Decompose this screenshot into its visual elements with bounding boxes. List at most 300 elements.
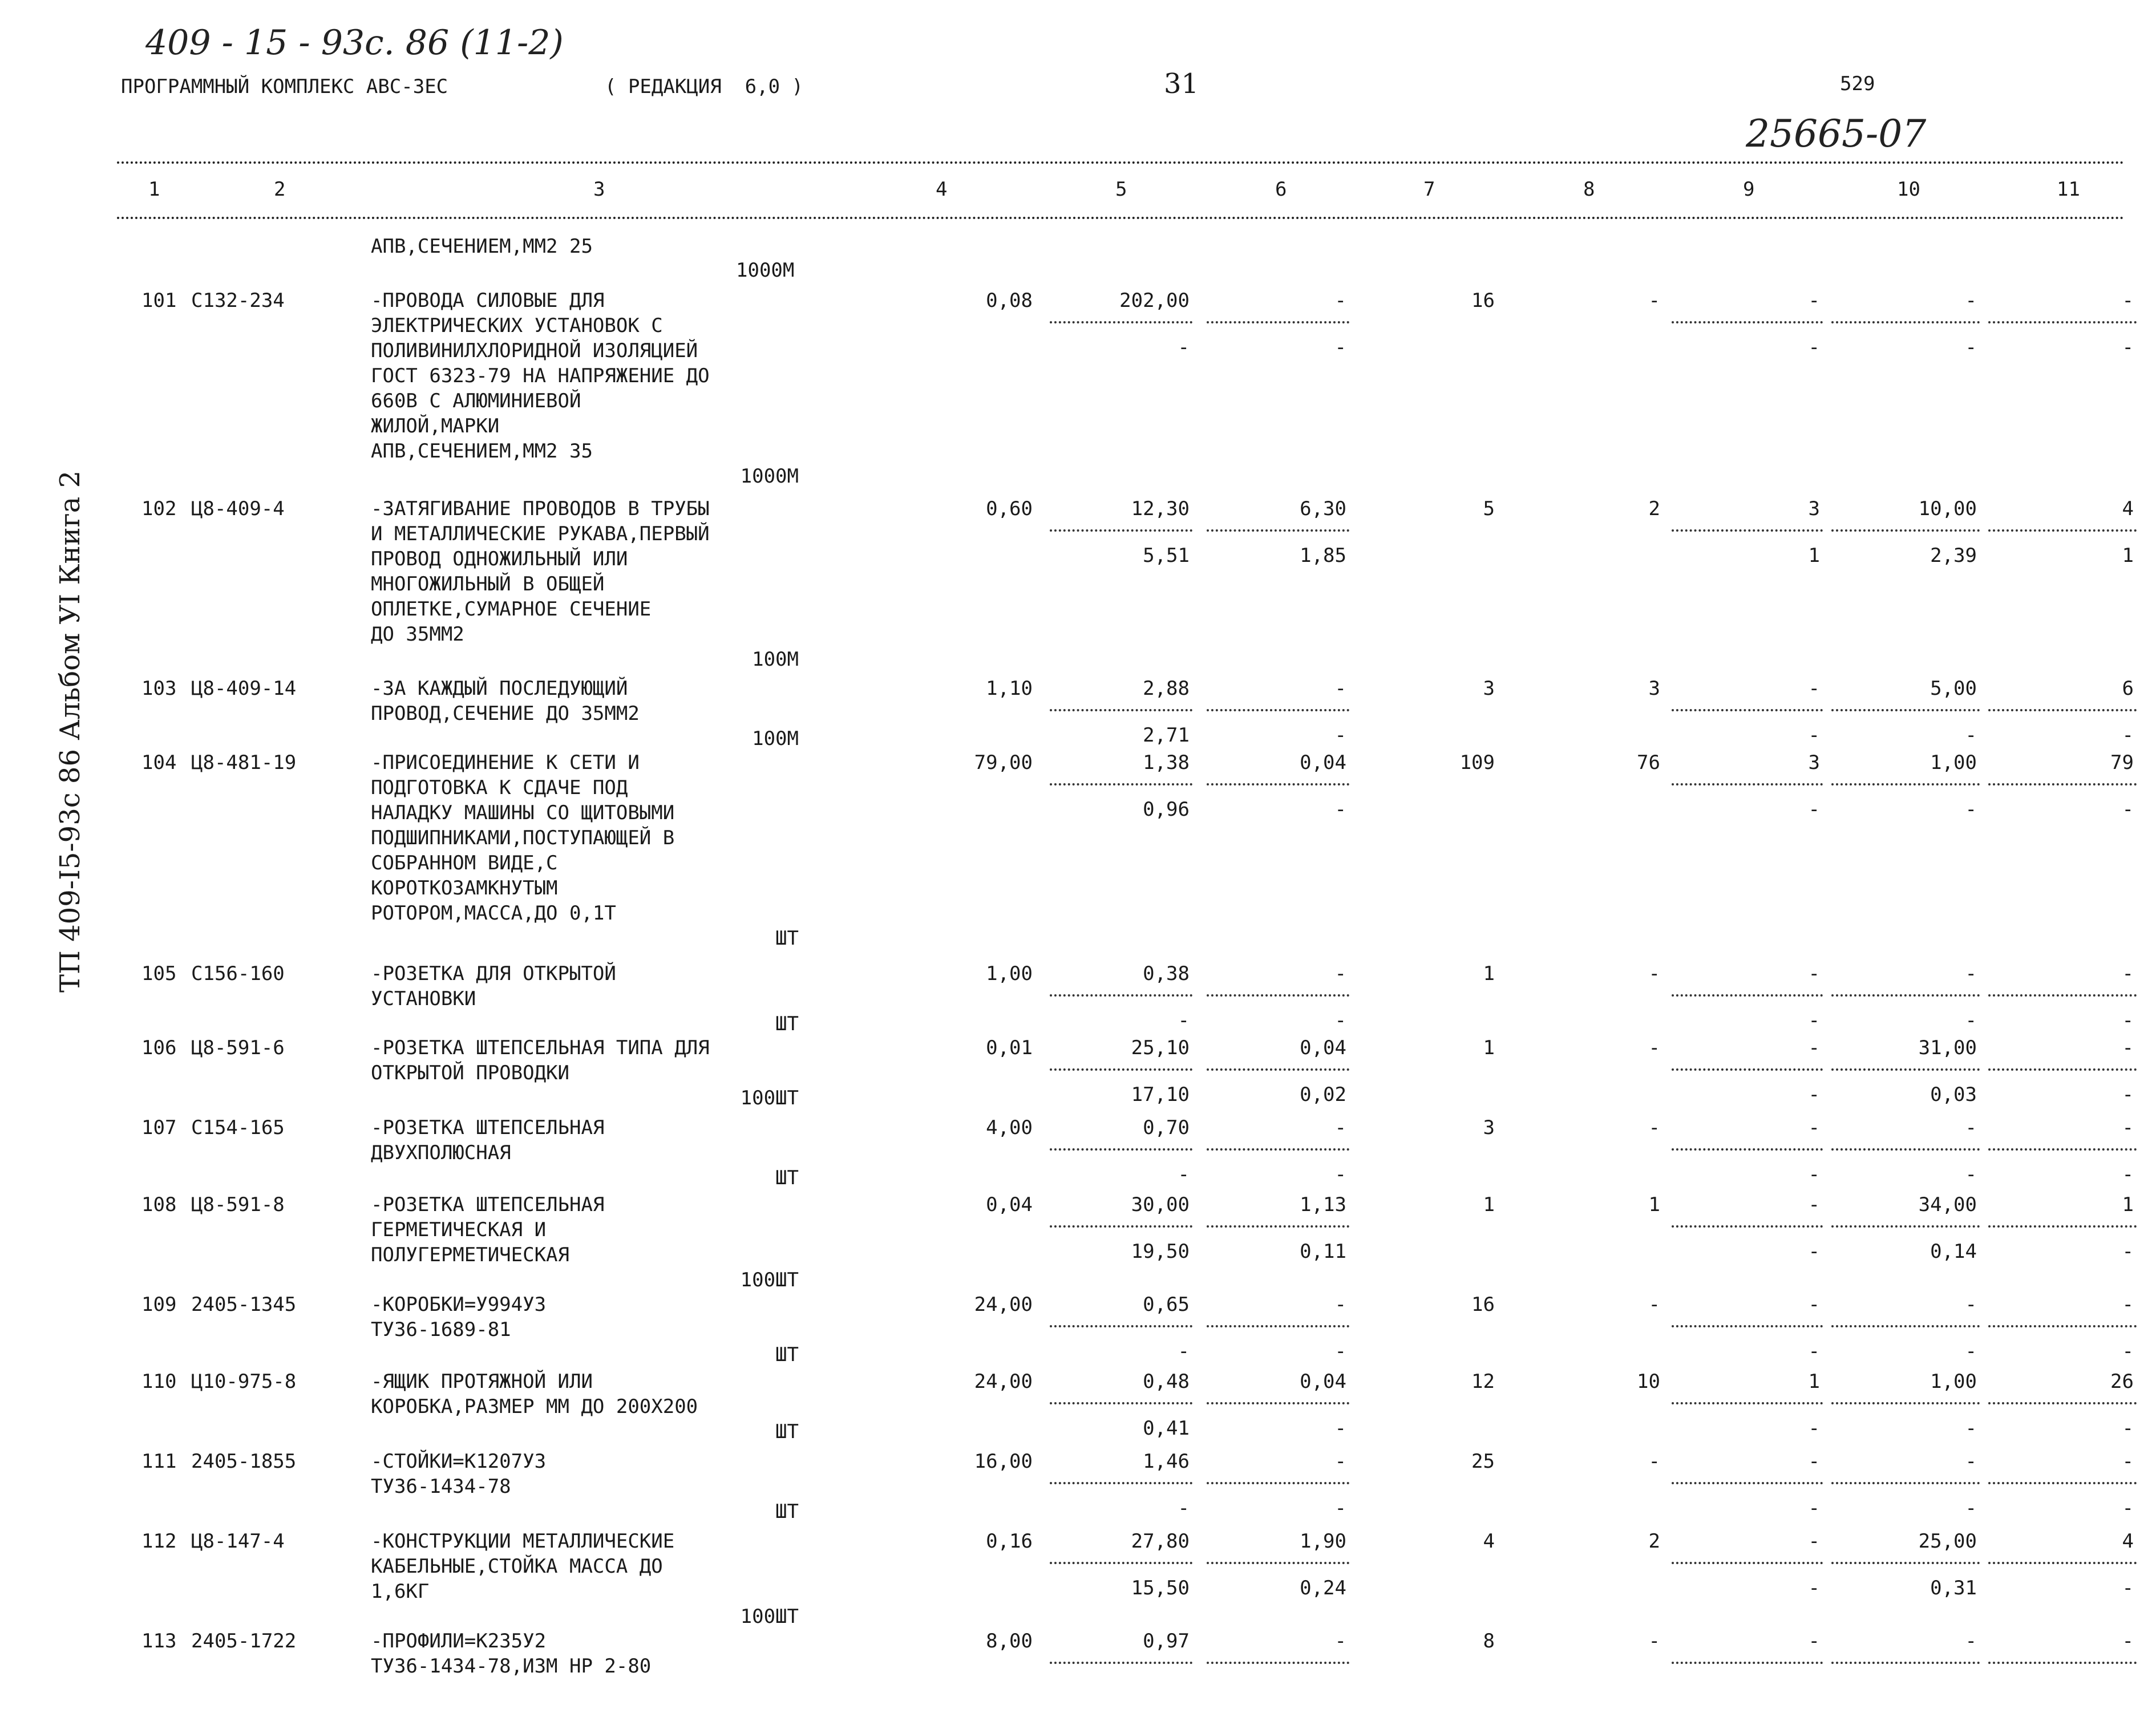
cell-c6b: - xyxy=(1334,1163,1346,1186)
cell-c10: - xyxy=(1965,1293,1977,1316)
cell-c7: 1 xyxy=(1483,962,1495,985)
row-number: 103 xyxy=(141,677,177,700)
cell-c9: - xyxy=(1808,1630,1820,1653)
cell-c11b: - xyxy=(2122,1340,2134,1363)
row-description-line: СОБРАННОМ ВИДЕ,С xyxy=(371,852,558,874)
row-code: Ц8-147-4 xyxy=(191,1530,285,1553)
cell-separator-c9 xyxy=(1672,1148,1823,1151)
cell-c5b: 17,10 xyxy=(1131,1083,1190,1106)
cell-c6b: - xyxy=(1334,1497,1346,1520)
header-rule-bottom xyxy=(117,217,2125,219)
cell-c5b: 0,41 xyxy=(1143,1417,1190,1440)
row-description-line: КОРОБКА,РАЗМЕР ММ ДО 200Х200 xyxy=(371,1395,698,1418)
cell-c4: 24,00 xyxy=(974,1293,1033,1316)
cell-c11: 26 xyxy=(2110,1370,2134,1393)
row-description-line: ОПЛЕТКЕ,СУМАРНОЕ СЕЧЕНИЕ xyxy=(371,598,652,621)
cell-separator-c5 xyxy=(1050,1662,1192,1664)
row-description-line: -ПРОФИЛИ=К235У2 xyxy=(371,1630,547,1653)
cell-c5b: 19,50 xyxy=(1131,1240,1190,1263)
row-number: 107 xyxy=(141,1116,177,1139)
cell-separator-c5 xyxy=(1050,783,1192,785)
cell-separator-c6 xyxy=(1207,1225,1349,1228)
cell-c9: - xyxy=(1808,677,1820,700)
cell-c6: 1,90 xyxy=(1300,1530,1346,1553)
cell-c6: 6,30 xyxy=(1300,497,1346,520)
cell-separator-c11 xyxy=(1988,709,2137,711)
row-unit: 100ШТ xyxy=(740,1087,799,1109)
row-code: 2405-1855 xyxy=(191,1450,297,1473)
cell-c6b: - xyxy=(1334,798,1346,821)
cell-separator-c5 xyxy=(1050,994,1192,997)
cell-c5: 0,48 xyxy=(1143,1370,1190,1393)
cell-c10: 1,00 xyxy=(1930,751,1977,774)
cell-c9b: - xyxy=(1808,798,1820,821)
preamble-unit: 1000М xyxy=(736,259,795,282)
cell-c4: 0,16 xyxy=(986,1530,1033,1553)
cell-c10b: 0,14 xyxy=(1930,1240,1977,1263)
cell-c5b: - xyxy=(1178,1497,1190,1520)
cell-c6: - xyxy=(1334,289,1346,312)
cell-separator-c11 xyxy=(1988,1562,2137,1564)
cell-c8: - xyxy=(1648,962,1660,985)
cell-c8: 2 xyxy=(1648,1530,1660,1553)
cell-c8: 76 xyxy=(1637,751,1660,774)
cell-c4: 0,60 xyxy=(986,497,1033,520)
cell-c9b: - xyxy=(1808,1577,1820,1599)
row-unit: ШТ xyxy=(775,1420,799,1443)
handwritten-document-number: 409 - 15 - 93с. 86 (11-2) xyxy=(145,23,564,63)
row-number: 108 xyxy=(141,1193,177,1216)
cell-c6b: 0,11 xyxy=(1300,1240,1346,1263)
cell-separator-c6 xyxy=(1207,1482,1349,1484)
cell-separator-c11 xyxy=(1988,1225,2137,1228)
preamble-text: АПВ,СЕЧЕНИЕМ,ММ2 25 xyxy=(371,235,593,258)
cell-c7: 3 xyxy=(1483,677,1495,700)
row-description-line: И МЕТАЛЛИЧЕСКИЕ РУКАВА,ПЕРВЫЙ xyxy=(371,523,710,545)
cell-c10b: - xyxy=(1965,724,1977,747)
row-unit: 100М xyxy=(752,727,799,750)
cell-c9: - xyxy=(1808,1193,1820,1216)
cell-separator-c6 xyxy=(1207,529,1349,532)
cell-separator-c6 xyxy=(1207,1325,1349,1327)
column-header-9: 9 xyxy=(1743,178,1755,201)
cell-c4: 24,00 xyxy=(974,1370,1033,1393)
cell-c7: 5 xyxy=(1483,497,1495,520)
cell-c6: - xyxy=(1334,1293,1346,1316)
cell-c6b: - xyxy=(1334,1009,1346,1032)
row-number: 113 xyxy=(141,1630,177,1653)
cell-separator-c10 xyxy=(1831,1068,1980,1071)
row-description-line: -СТОЙКИ=К1207У3 xyxy=(371,1450,547,1473)
cell-c9: 3 xyxy=(1808,751,1820,774)
cell-separator-c5 xyxy=(1050,1068,1192,1071)
cell-c9: - xyxy=(1808,1450,1820,1473)
cell-c10: 25,00 xyxy=(1918,1530,1977,1553)
cell-separator-c9 xyxy=(1672,1068,1823,1071)
cell-c6: - xyxy=(1334,962,1346,985)
cell-c5: 27,80 xyxy=(1131,1530,1190,1553)
cell-c9b: - xyxy=(1808,1083,1820,1106)
row-unit: ШТ xyxy=(775,1013,799,1035)
cell-c10b: - xyxy=(1965,1009,1977,1032)
cell-c11b: - xyxy=(2122,1417,2134,1440)
cell-separator-c5 xyxy=(1050,529,1192,532)
cell-separator-c9 xyxy=(1672,1562,1823,1564)
row-code: Ц8-481-19 xyxy=(191,751,297,774)
row-unit: ШТ xyxy=(775,1343,799,1366)
cell-c6: 0,04 xyxy=(1300,1370,1346,1393)
cell-c4: 0,08 xyxy=(986,289,1033,312)
row-unit: ШТ xyxy=(775,1500,799,1523)
row-unit: 100ШТ xyxy=(740,1605,799,1628)
row-code: Ц10-975-8 xyxy=(191,1370,297,1393)
column-header-2: 2 xyxy=(274,178,286,201)
cell-c9: - xyxy=(1808,1036,1820,1059)
row-description-line: ПОЛУГЕРМЕТИЧЕСКАЯ xyxy=(371,1244,569,1266)
cell-c9: - xyxy=(1808,1530,1820,1553)
cell-c9: - xyxy=(1808,962,1820,985)
cell-separator-c6 xyxy=(1207,994,1349,997)
cell-c7: 1 xyxy=(1483,1036,1495,1059)
row-description-line: -ПРИСОЕДИНЕНИЕ К СЕТИ И xyxy=(371,751,640,774)
sheet-number: 529 xyxy=(1840,72,1875,95)
cell-separator-c9 xyxy=(1672,1402,1823,1404)
row-description-line: -ЯЩИК ПРОТЯЖНОЙ ИЛИ xyxy=(371,1370,593,1393)
cell-c10b: - xyxy=(1965,798,1977,821)
cell-separator-c11 xyxy=(1988,529,2137,532)
row-description-line: -КОРОБКИ=У994У3 xyxy=(371,1293,547,1316)
cell-c10: 10,00 xyxy=(1918,497,1977,520)
cell-c11b: - xyxy=(2122,336,2134,359)
row-code: С156-160 xyxy=(191,962,285,985)
cell-separator-c11 xyxy=(1988,994,2137,997)
cell-c4: 1,00 xyxy=(986,962,1033,985)
row-description-line: ДВУХПОЛЮСНАЯ xyxy=(371,1141,511,1164)
row-code: С154-165 xyxy=(191,1116,285,1139)
column-header-1: 1 xyxy=(148,178,160,201)
cell-c5b: 15,50 xyxy=(1131,1577,1190,1599)
cell-c11: 79 xyxy=(2110,751,2134,774)
cell-c5: 1,38 xyxy=(1143,751,1190,774)
cell-separator-c10 xyxy=(1831,1562,1980,1564)
row-description-line: ПРОВОД ОДНОЖИЛЬНЫЙ ИЛИ xyxy=(371,548,628,570)
column-header-6: 6 xyxy=(1275,178,1287,201)
cell-c5b: - xyxy=(1178,1009,1190,1032)
cell-c11b: - xyxy=(2122,1163,2134,1186)
cell-c10b: - xyxy=(1965,1163,1977,1186)
cell-separator-c11 xyxy=(1988,321,2137,323)
cell-separator-c5 xyxy=(1050,1325,1192,1327)
column-header-3: 3 xyxy=(593,178,605,201)
cell-c4: 4,00 xyxy=(986,1116,1033,1139)
cell-c10b: - xyxy=(1965,336,1977,359)
row-description-line: УСТАНОВКИ xyxy=(371,987,476,1010)
cell-c11b: - xyxy=(2122,798,2134,821)
row-description-line: -РОЗЕТКА ШТЕПСЕЛЬНАЯ xyxy=(371,1193,605,1216)
cell-c6: 0,04 xyxy=(1300,751,1346,774)
cell-c9b: 1 xyxy=(1808,544,1820,567)
cell-c7: 1 xyxy=(1483,1193,1495,1216)
cell-c9b: - xyxy=(1808,1497,1820,1520)
row-description-line: КАБЕЛЬНЫЕ,СТОЙКА МАССА ДО xyxy=(371,1555,663,1578)
cell-separator-c11 xyxy=(1988,1148,2137,1151)
row-description-line: ПОДГОТОВКА К СДАЧЕ ПОД xyxy=(371,776,628,799)
cell-separator-c5 xyxy=(1050,1482,1192,1484)
cell-c6: - xyxy=(1334,1630,1346,1653)
row-description-line: -КОНСТРУКЦИИ МЕТАЛЛИЧЕСКИЕ xyxy=(371,1530,675,1553)
cell-c11b: - xyxy=(2122,1009,2134,1032)
cell-c8: - xyxy=(1648,289,1660,312)
row-description-line: ЖИЛОЙ,МАРКИ xyxy=(371,415,500,438)
cell-c7: 8 xyxy=(1483,1630,1495,1653)
cell-separator-c6 xyxy=(1207,1402,1349,1404)
cell-separator-c5 xyxy=(1050,321,1192,323)
cell-c8: - xyxy=(1648,1450,1660,1473)
row-description-line: ГЕРМЕТИЧЕСКАЯ И xyxy=(371,1218,547,1241)
cell-c5: 0,38 xyxy=(1143,962,1190,985)
row-code: Ц8-409-14 xyxy=(191,677,297,700)
cell-c5: 0,97 xyxy=(1143,1630,1190,1653)
cell-c7: 16 xyxy=(1471,289,1495,312)
cell-separator-c9 xyxy=(1672,994,1823,997)
cell-c4: 1,10 xyxy=(986,677,1033,700)
row-code: Ц8-591-8 xyxy=(191,1193,285,1216)
cell-c11b: - xyxy=(2122,1083,2134,1106)
cell-c6b: 0,02 xyxy=(1300,1083,1346,1106)
cell-c10: - xyxy=(1965,289,1977,312)
row-number: 101 xyxy=(141,289,177,312)
cell-c7: 109 xyxy=(1459,751,1495,774)
cell-c7: 3 xyxy=(1483,1116,1495,1139)
row-number: 110 xyxy=(141,1370,177,1393)
row-description-line: -ЗАТЯГИВАНИЕ ПРОВОДОВ В ТРУБЫ xyxy=(371,497,710,520)
row-description-line: ЭЛЕКТРИЧЕСКИХ УСТАНОВОК С xyxy=(371,314,663,337)
column-header-8: 8 xyxy=(1583,178,1595,201)
row-description-line: АПВ,СЕЧЕНИЕМ,ММ2 35 xyxy=(371,440,593,463)
cell-separator-c9 xyxy=(1672,783,1823,785)
cell-c10b: 2,39 xyxy=(1930,544,1977,567)
cell-c8: - xyxy=(1648,1293,1660,1316)
cell-separator-c10 xyxy=(1831,994,1980,997)
edition-label: ( РЕДАКЦИЯ 6,0 ) xyxy=(605,75,803,98)
cell-c4: 79,00 xyxy=(974,751,1033,774)
cell-separator-c5 xyxy=(1050,1148,1192,1151)
cell-separator-c9 xyxy=(1672,1225,1823,1228)
cell-separator-c11 xyxy=(1988,1662,2137,1664)
cell-separator-c5 xyxy=(1050,709,1192,711)
row-description-line: НАЛАДКУ МАШИНЫ СО ЩИТОВЫМИ xyxy=(371,801,675,824)
cell-c10: - xyxy=(1965,962,1977,985)
cell-c10: 1,00 xyxy=(1930,1370,1977,1393)
cell-c4: 16,00 xyxy=(974,1450,1033,1473)
cell-separator-c10 xyxy=(1831,1225,1980,1228)
cell-separator-c11 xyxy=(1988,1402,2137,1404)
cell-separator-c5 xyxy=(1050,1562,1192,1564)
row-unit: 100ШТ xyxy=(740,1269,799,1291)
cell-c8: 10 xyxy=(1637,1370,1660,1393)
cell-separator-c10 xyxy=(1831,1482,1980,1484)
cell-c4: 0,04 xyxy=(986,1193,1033,1216)
row-description-line: -ЗА КАЖДЫЙ ПОСЛЕДУЮЩИЙ xyxy=(371,677,628,700)
cell-c6: - xyxy=(1334,677,1346,700)
cell-separator-c10 xyxy=(1831,321,1980,323)
cell-c5b: 5,51 xyxy=(1143,544,1190,567)
page-number: 31 xyxy=(1164,68,1199,100)
row-number: 106 xyxy=(141,1036,177,1059)
row-number: 109 xyxy=(141,1293,177,1316)
cell-c11b: - xyxy=(2122,1497,2134,1520)
row-unit: ШТ xyxy=(775,927,799,950)
cell-c8: - xyxy=(1648,1036,1660,1059)
cell-separator-c10 xyxy=(1831,529,1980,532)
cell-separator-c9 xyxy=(1672,1325,1823,1327)
cell-c6b: - xyxy=(1334,1340,1346,1363)
row-description-line: -РОЗЕТКА ШТЕПСЕЛЬНАЯ xyxy=(371,1116,605,1139)
row-description-line: ДО 35ММ2 xyxy=(371,623,464,646)
row-number: 105 xyxy=(141,962,177,985)
cell-separator-c6 xyxy=(1207,1662,1349,1664)
cell-c5b: - xyxy=(1178,1163,1190,1186)
row-description-line: ТУ36-1689-81 xyxy=(371,1318,511,1341)
row-unit: ШТ xyxy=(775,1167,799,1189)
cell-c7: 12 xyxy=(1471,1370,1495,1393)
cell-c9b: - xyxy=(1808,1163,1820,1186)
cell-c8: 3 xyxy=(1648,677,1660,700)
cell-c8: 1 xyxy=(1648,1193,1660,1216)
cell-c11: - xyxy=(2122,1450,2134,1473)
cell-c10b: - xyxy=(1965,1417,1977,1440)
cell-separator-c5 xyxy=(1050,1402,1192,1404)
cell-separator-c11 xyxy=(1988,1482,2137,1484)
cell-separator-c10 xyxy=(1831,1325,1980,1327)
column-header-5: 5 xyxy=(1115,178,1127,201)
cell-c10: - xyxy=(1965,1450,1977,1473)
cell-c11: 6 xyxy=(2122,677,2134,700)
cell-c4: 8,00 xyxy=(986,1630,1033,1653)
cell-c10: 31,00 xyxy=(1918,1036,1977,1059)
cell-c10b: 0,03 xyxy=(1930,1083,1977,1106)
cell-c7: 16 xyxy=(1471,1293,1495,1316)
cell-c10b: 0,31 xyxy=(1930,1577,1977,1599)
cell-c5: 0,65 xyxy=(1143,1293,1190,1316)
cell-c9b: - xyxy=(1808,1417,1820,1440)
cell-separator-c9 xyxy=(1672,1662,1823,1664)
cell-c6: 0,04 xyxy=(1300,1036,1346,1059)
column-header-10: 10 xyxy=(1897,178,1920,201)
row-code: 2405-1722 xyxy=(191,1630,297,1653)
cell-c11: 1 xyxy=(2122,1193,2134,1216)
cell-c9: - xyxy=(1808,289,1820,312)
cell-c7: 25 xyxy=(1471,1450,1495,1473)
cell-c11: - xyxy=(2122,1293,2134,1316)
cell-c5: 25,10 xyxy=(1131,1036,1190,1059)
cell-c11b: - xyxy=(2122,724,2134,747)
cell-c9b: - xyxy=(1808,1240,1820,1263)
row-description-line: МНОГОЖИЛЬНЫЙ В ОБЩЕЙ xyxy=(371,573,605,596)
cell-c6b: - xyxy=(1334,1417,1346,1440)
column-header-7: 7 xyxy=(1423,178,1435,201)
row-description-line: ПОЛИВИНИЛХЛОРИДНОЙ ИЗОЛЯЦИЕЙ xyxy=(371,339,698,362)
cell-c11b: - xyxy=(2122,1240,2134,1263)
cell-c5b: - xyxy=(1178,1340,1190,1363)
side-annotation-text: ТП 409-I5-93с 86 Альбом УI Книга 2 xyxy=(54,470,86,993)
cell-separator-c10 xyxy=(1831,709,1980,711)
cell-c8: 2 xyxy=(1648,497,1660,520)
row-description-line: РОТОРОМ,МАССА,ДО 0,1Т xyxy=(371,902,616,925)
cell-c11: 4 xyxy=(2122,497,2134,520)
row-unit: 1000М xyxy=(740,465,799,488)
program-title: ПРОГРАММНЫЙ КОМПЛЕКС АВС-3ЕС xyxy=(121,75,448,98)
cell-c10: - xyxy=(1965,1630,1977,1653)
row-description-line: ТУ36-1434-78 xyxy=(371,1475,511,1498)
cell-c9b: - xyxy=(1808,1009,1820,1032)
cell-c9b: - xyxy=(1808,1340,1820,1363)
cell-c9b: - xyxy=(1808,724,1820,747)
document-code: 25665-07 xyxy=(1746,112,1927,156)
cell-c5: 30,00 xyxy=(1131,1193,1190,1216)
cell-c5: 0,70 xyxy=(1143,1116,1190,1139)
cell-c11: - xyxy=(2122,962,2134,985)
cell-c9: 1 xyxy=(1808,1370,1820,1393)
cell-separator-c10 xyxy=(1831,1662,1980,1664)
cell-c9: 3 xyxy=(1808,497,1820,520)
row-code: С132-234 xyxy=(191,289,285,312)
cell-c11b: - xyxy=(2122,1577,2134,1599)
cell-separator-c6 xyxy=(1207,1068,1349,1071)
column-header-4: 4 xyxy=(936,178,948,201)
cell-separator-c11 xyxy=(1988,1068,2137,1071)
cell-c5: 12,30 xyxy=(1131,497,1190,520)
cell-c6b: - xyxy=(1334,724,1346,747)
cell-c6b: 1,85 xyxy=(1300,544,1346,567)
cell-separator-c11 xyxy=(1988,1325,2137,1327)
cell-c4: 0,01 xyxy=(986,1036,1033,1059)
cell-c6b: - xyxy=(1334,336,1346,359)
cell-c5b: 2,71 xyxy=(1143,724,1190,747)
cell-c8: - xyxy=(1648,1116,1660,1139)
cell-c5: 1,46 xyxy=(1143,1450,1190,1473)
row-code: Ц8-409-4 xyxy=(191,497,285,520)
cell-c6b: 0,24 xyxy=(1300,1577,1346,1599)
cell-c5b: 0,96 xyxy=(1143,798,1190,821)
cell-separator-c6 xyxy=(1207,321,1349,323)
column-header-11: 11 xyxy=(2057,178,2080,201)
cell-c9b: - xyxy=(1808,336,1820,359)
row-description-line: ПРОВОД,СЕЧЕНИЕ ДО 35ММ2 xyxy=(371,702,640,725)
cell-separator-c9 xyxy=(1672,1482,1823,1484)
row-number: 102 xyxy=(141,497,177,520)
cell-separator-c9 xyxy=(1672,709,1823,711)
cell-separator-c9 xyxy=(1672,321,1823,323)
cell-c11: 4 xyxy=(2122,1530,2134,1553)
row-description-line: -РОЗЕТКА ДЛЯ ОТКРЫТОЙ xyxy=(371,962,616,985)
cell-c6: 1,13 xyxy=(1300,1193,1346,1216)
cell-separator-c10 xyxy=(1831,1148,1980,1151)
cell-c10b: - xyxy=(1965,1340,1977,1363)
cell-c10: 34,00 xyxy=(1918,1193,1977,1216)
header-rule-top xyxy=(117,161,2125,164)
cell-c5: 202,00 xyxy=(1119,289,1190,312)
cell-c11: - xyxy=(2122,289,2134,312)
cell-c9: - xyxy=(1808,1116,1820,1139)
cell-c11: - xyxy=(2122,1116,2134,1139)
cell-c6: - xyxy=(1334,1116,1346,1139)
cell-separator-c10 xyxy=(1831,1402,1980,1404)
cell-c8: - xyxy=(1648,1630,1660,1653)
row-description-line: ГОСТ 6323-79 НА НАПРЯЖЕНИЕ ДО xyxy=(371,365,710,387)
row-number: 112 xyxy=(141,1530,177,1553)
row-description-line: КОРОТКОЗАМКНУТЫМ xyxy=(371,877,558,900)
